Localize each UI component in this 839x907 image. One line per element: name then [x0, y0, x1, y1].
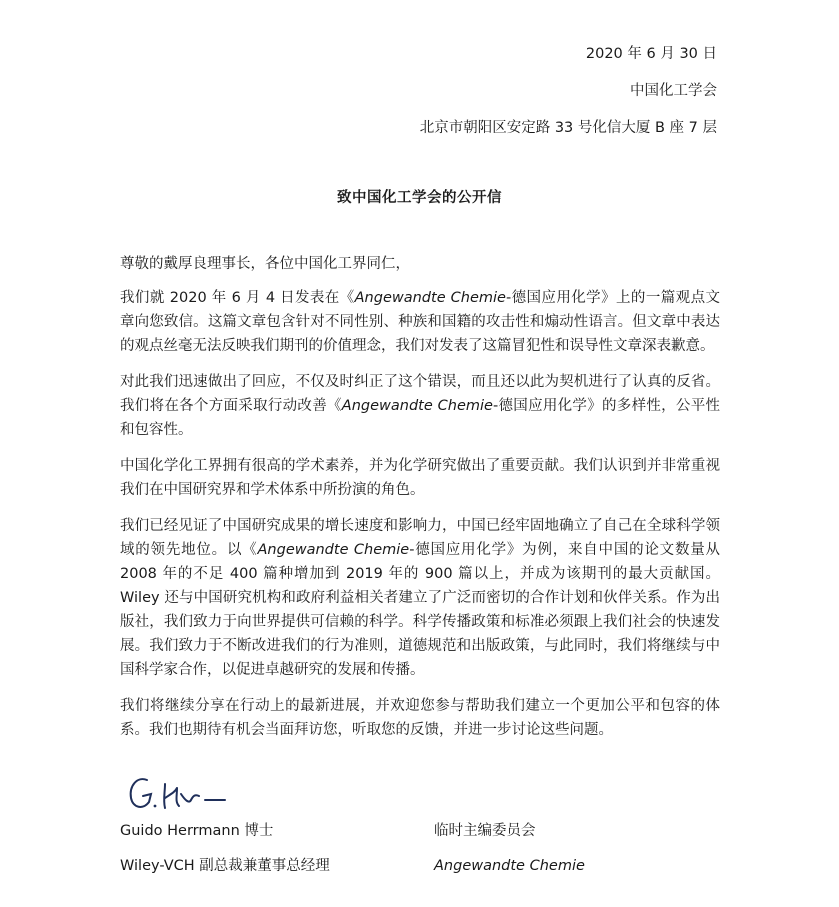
letter-body: [120, 252, 720, 742]
paragraph-3: 中国化学化工界拥有很高的学术素养，并为化学研究做出了重要贡献。我们认识到并非常重视我们在中国研究界和学术体系中所扮演的角色。: [120, 458, 720, 498]
paragraph-2-text-a: 对此我们迅速做出了回应，不仅及时纠正了这个错误，而且还以此为契机进行了认真的反省。我们将在各个方面采取行动改善《: [120, 374, 720, 414]
paragraph-4: [120, 514, 720, 682]
salutation: 尊敬的戴厚良理事长，各位中国化工界同仁，: [120, 256, 410, 272]
signatory-title: Wiley-VCH 副总裁兼董事总经理: [120, 858, 330, 874]
letter-date: 2020 年 6 月 30 日: [585, 46, 717, 62]
signatory-name: Guido Herrmann 博士: [120, 823, 274, 839]
signatory-right: [434, 823, 585, 893]
paragraph-1: [120, 286, 720, 358]
paragraph-2: [120, 370, 720, 442]
journal-name: Angewandte Chemie: [354, 290, 506, 306]
recipient-address: 北京市朝阳区安定路 33 号化信大厦 B 座 7 层: [419, 120, 717, 136]
handwritten-signature: [125, 770, 245, 820]
paragraph-4-text-b: -德国应用化学》为例，来自中国的论文数量从 2008 年的不足 400 篇种增加到 2019 年的 900 篇以上，并成为该期刊的最大贡献国。Wiley 还与中国研究机构和政府利益相关者建立了广泛而密切的合作计划和伙伴关系。作为出版社，我们致力于向世界提供可信赖的科学。科学传播政策和标准必须跟上我们社会的快速发展。我们致力于不断改进我们的行为准则，道德规范和出版政策，与此同时，我们将继续与中国科学家合作，以促进卓越研究的发展和传播。: [120, 542, 721, 678]
paragraph-1-text-b: -德国应用化学》上的一篇观点文章向您致信。这篇文章包含针对不同性别、种族和国籍的攻击性和煽动性语言。但文章中表达的观点丝毫无法反映我们期刊的价值理念，我们对发表了这篇冒犯性和误导性文章深表歉意。: [120, 290, 720, 354]
paragraph-4-text-a: 我们已经见证了中国研究成果的增长速度和影响力，中国已经牢固地确立了自己在全球科学领域的领先地位。以《: [120, 518, 720, 558]
paragraph-1-text-a: 我们就 2020 年 6 月 4 日发表在《: [120, 290, 355, 306]
journal-name: Angewandte Chemie: [341, 398, 493, 414]
recipient-org: 中国化工学会: [630, 83, 717, 99]
paragraph-5: 我们将继续分享在行动上的最新进展，并欢迎您参与帮助我们建立一个更加公平和包容的体系。我们也期待有机会当面拜访您，听取您的反馈，并进一步讨论这些问题。: [120, 698, 720, 738]
letter-title: 致中国化工学会的公开信: [337, 190, 502, 206]
journal-name: Angewandte Chemie: [257, 542, 410, 558]
paragraph-2-text-b: -德国应用化学》的多样性，公平性和包容性。: [120, 398, 721, 438]
letter-header: [420, 46, 717, 137]
journal-signature: Angewandte Chemie: [434, 858, 585, 874]
editorial-board: 临时主编委员会: [434, 823, 536, 839]
signatory-left: [120, 823, 330, 893]
